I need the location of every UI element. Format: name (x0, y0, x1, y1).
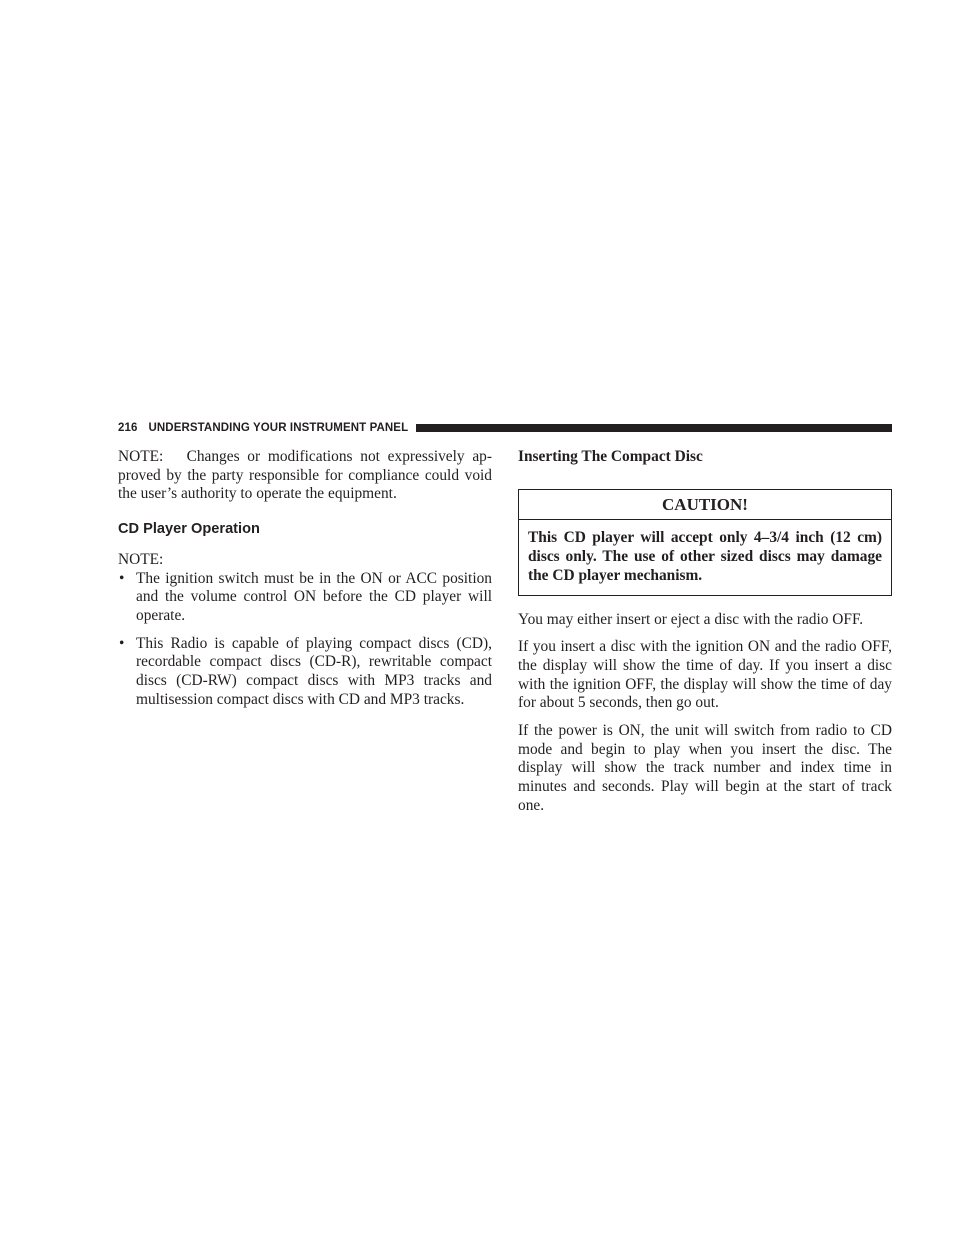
caution-title: CAUTION! (519, 490, 891, 521)
page-number: 216 (118, 422, 138, 434)
bullet-icon: • (119, 569, 125, 587)
note-label: NOTE: (118, 448, 164, 465)
caution-text: This CD player will accept only 4–3/4 inch (12 cm) discs only. The use of other sized discs may damage the CD player mechanism. (528, 529, 882, 584)
note-bullet-list (118, 570, 492, 710)
bullet-text: The ignition switch must be in the ON or ACC position and the volume control ON before the CD player will operate. (136, 569, 492, 624)
caution-box (518, 489, 892, 596)
bullet-text: This Radio is capable of playing compact discs (CD), recordable compact discs (CD-R), rewritable compact discs (CD-RW) compact discs with MP3 tracks and multisession compact discs with CD and MP3 tracks. (136, 634, 492, 708)
page-header (118, 420, 892, 436)
list-item (118, 635, 492, 710)
paragraph: If the power is ON, the unit will switch from radio to CD mode and begin to play when you insert the disc. The display will show the track number and index time in minutes and seconds. Play will begin at the start of track one. (518, 722, 892, 814)
note-text: Changes or modifications not expressively ap-proved by the party responsible for compliance could void the user’s authority to operate the equipment. (118, 448, 492, 503)
left-column (118, 448, 492, 709)
note-label-2: NOTE: (118, 550, 164, 568)
paragraph: You may either insert or eject a disc with the radio OFF. (518, 610, 864, 628)
paragraph: If you insert a disc with the ignition ON and the radio OFF, the display will show the time of day. If you insert a disc with the ignition OFF, the display will show the time of day for about 5 seconds, then go out. (518, 638, 892, 712)
right-column (518, 448, 892, 816)
header-rule (416, 424, 892, 432)
inserting-disc-heading: Inserting The Compact Disc (518, 448, 703, 465)
bullet-icon: • (119, 634, 125, 652)
list-item (118, 570, 492, 626)
cd-player-operation-heading: CD Player Operation (118, 521, 260, 538)
compliance-note (118, 448, 492, 504)
section-title: UNDERSTANDING YOUR INSTRUMENT PANEL (148, 422, 409, 434)
